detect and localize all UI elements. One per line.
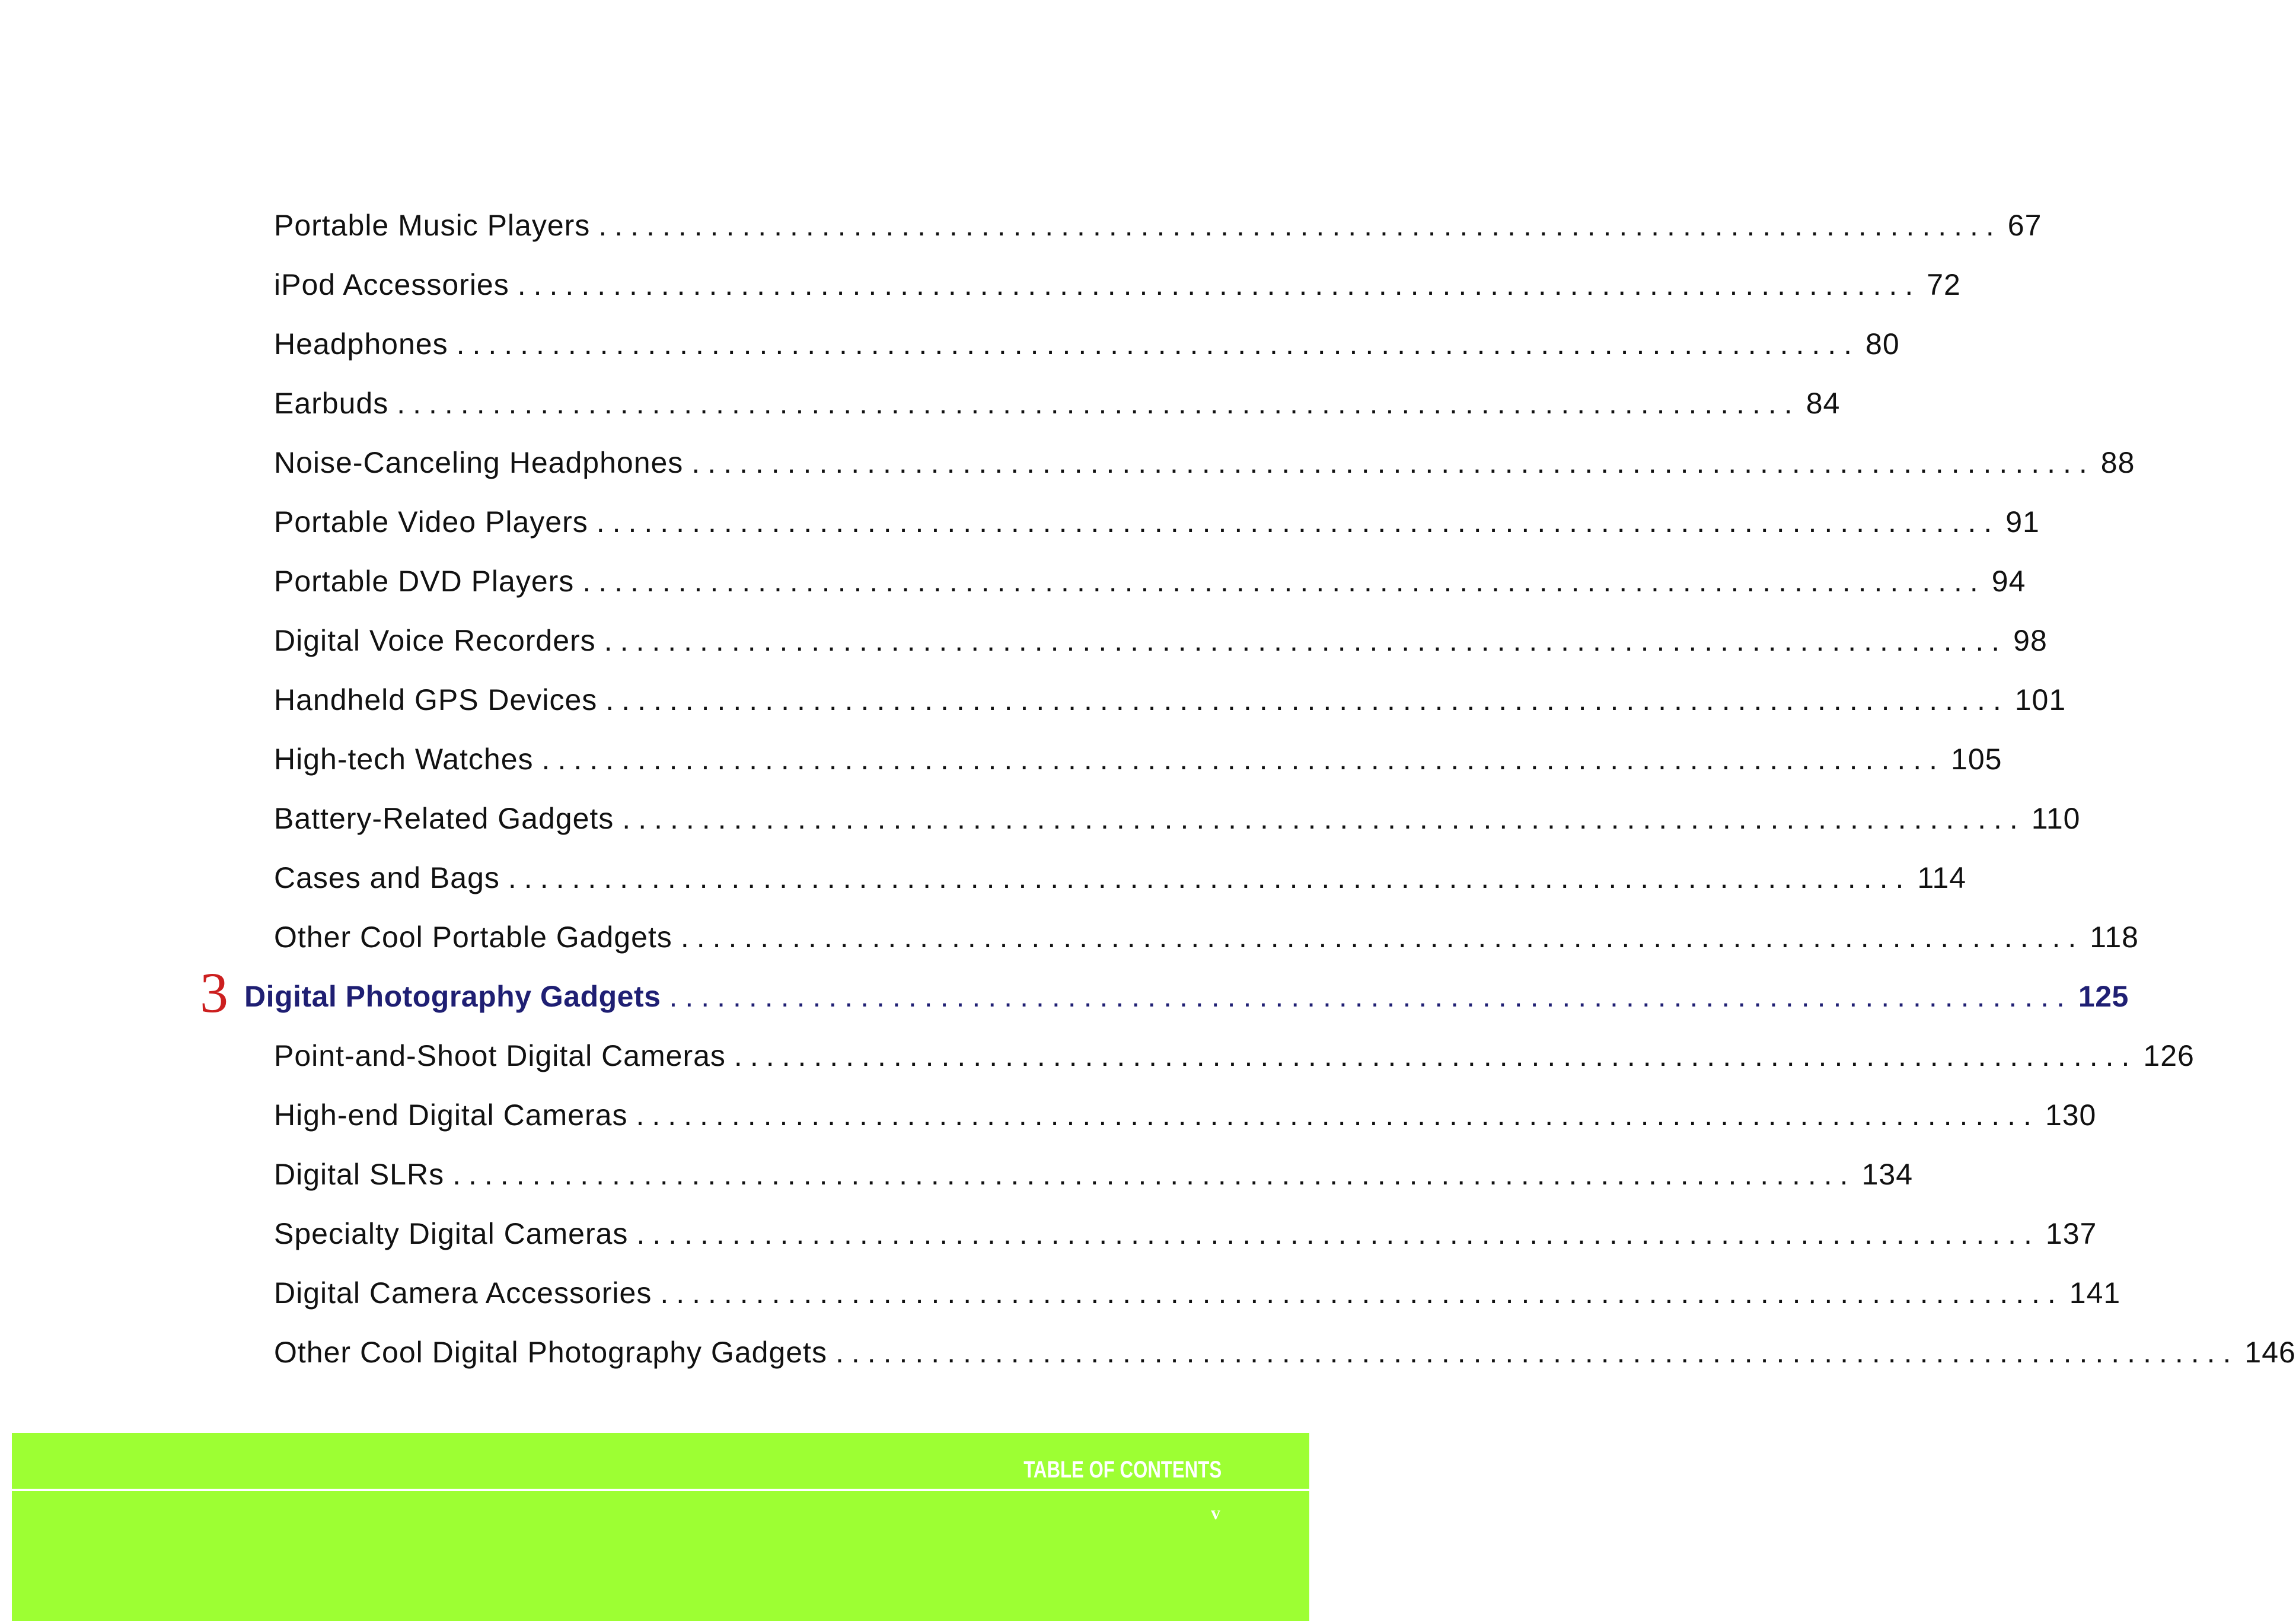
toc-entry-title: Portable Music Players (274, 209, 591, 242)
toc-entry-title: Specialty Digital Cameras (274, 1217, 629, 1250)
toc-entry-page: 126 (2143, 1039, 2195, 1072)
toc-entry[interactable] (274, 913, 2139, 961)
toc-entry-page: 80 (1866, 327, 1900, 361)
toc-entry[interactable] (274, 558, 2026, 605)
dot-leader: ........................................................................................ (691, 446, 2095, 479)
dot-leader: ........................................................................................ (397, 387, 1800, 420)
dot-leader: ........................................................................................ (456, 327, 1860, 361)
dot-leader: ........................................................................................ (605, 683, 2009, 716)
dot-leader: ........................................................................................ (680, 921, 2084, 954)
dot-leader: ........................................................................................ (598, 209, 2002, 242)
toc-entry[interactable] (274, 1032, 2195, 1079)
toc-entry-title: Other Cool Digital Photography Gadgets (274, 1336, 827, 1369)
footer-divider (12, 1489, 1309, 1491)
chapter-page: 125 (2078, 980, 2129, 1013)
toc-entry-page: 105 (1951, 743, 2002, 776)
toc-entry-title: High-tech Watches (274, 743, 534, 776)
toc-entry[interactable] (274, 498, 2040, 546)
toc-entry-title: Portable Video Players (274, 505, 588, 539)
chapter-title: Digital Photography Gadgets (244, 980, 661, 1013)
chapter-number: 3 (200, 961, 229, 1024)
dot-leader: ........................................................................................ (622, 802, 2026, 835)
toc-entry-page: 98 (2013, 624, 2048, 657)
toc-entry-page: 114 (1917, 861, 1967, 894)
dot-leader: ........................................................................................ (517, 268, 1921, 301)
toc-entry[interactable] (274, 1210, 2097, 1257)
toc-entry[interactable] (274, 261, 1961, 308)
toc-entry-page: 141 (2069, 1276, 2121, 1310)
toc-entry[interactable] (274, 854, 1967, 902)
toc-entry-page: 146 (2244, 1336, 2296, 1369)
toc-entry-title: iPod Accessories (274, 268, 509, 301)
dot-leader: ........................................................................................ (660, 1276, 2064, 1310)
dot-leader: ........................................................................................ (452, 1158, 1856, 1191)
toc-entry[interactable] (274, 1151, 1914, 1198)
toc-entry[interactable] (274, 380, 1841, 427)
toc-entry[interactable] (274, 735, 2002, 783)
toc-entry[interactable] (274, 320, 1900, 368)
toc-entry-title: Point-and-Shoot Digital Cameras (274, 1039, 726, 1072)
dot-leader: ........................................................................................ (508, 861, 1912, 894)
toc-entry[interactable] (274, 202, 2042, 249)
dot-leader: ........................................................................................ (541, 743, 1946, 776)
footer-band (12, 1433, 1309, 1621)
toc-entry-title: Handheld GPS Devices (274, 683, 598, 716)
dot-leader: ........................................................................................ (835, 1336, 2239, 1369)
toc-entry-page: 88 (2100, 446, 2135, 479)
dot-leader: ........................................................................................ (582, 565, 1986, 598)
dot-leader: ........................................................................................ (734, 1039, 2138, 1072)
page-number: v (1211, 1502, 1220, 1523)
dot-leader: ........................................................................................ (636, 1098, 2039, 1132)
toc-entry-page: 101 (2014, 683, 2067, 716)
toc-entry[interactable] (274, 439, 2135, 486)
toc-entry-title: Headphones (274, 327, 448, 361)
toc-entry-page: 91 (2005, 505, 2040, 539)
toc-entry[interactable] (274, 1091, 2097, 1139)
toc-entry-title: Earbuds (274, 387, 389, 420)
dot-leader: ........................................................................................ (604, 624, 2008, 657)
dot-leader: ........................................................................................ (636, 1217, 2040, 1250)
toc-entry-title: Portable DVD Players (274, 565, 575, 598)
toc-entry-title: Noise-Canceling Headphones (274, 446, 684, 479)
toc-entry-page: 72 (1927, 268, 1961, 301)
toc-entry-title: Battery-Related Gadgets (274, 802, 614, 835)
toc-entry[interactable] (274, 676, 2067, 724)
toc-entry-page: 118 (2090, 921, 2139, 954)
toc-chapter-entry[interactable] (200, 961, 2129, 1024)
toc-entry-title: Digital SLRs (274, 1158, 445, 1191)
toc-entry-page: 130 (2045, 1098, 2097, 1132)
toc-entry[interactable] (274, 1329, 2296, 1376)
toc-entry-title: Other Cool Portable Gadgets (274, 921, 672, 954)
running-footer-label: TABLE OF CONTENTS (1023, 1457, 1222, 1483)
dot-leader: ........................................................................................ (669, 980, 2072, 1013)
dot-leader: ........................................................................................ (596, 505, 2000, 539)
toc-entry-title: Cases and Bags (274, 861, 500, 894)
toc-entry-page: 84 (1806, 387, 1841, 420)
toc-entry[interactable] (274, 617, 2048, 664)
toc-entry-title: Digital Camera Accessories (274, 1276, 652, 1310)
toc-entry[interactable] (274, 795, 2081, 842)
toc-entry-page: 110 (2031, 802, 2081, 835)
toc-entry-title: Digital Voice Recorders (274, 624, 596, 657)
toc-entry[interactable] (274, 1269, 2121, 1317)
toc-entry-page: 67 (2007, 209, 2042, 242)
toc-entry-title: High-end Digital Cameras (274, 1098, 628, 1132)
toc-entry-page: 134 (1861, 1158, 1914, 1191)
toc-entry-page: 137 (2045, 1217, 2097, 1250)
toc-entry-page: 94 (1991, 565, 2026, 598)
